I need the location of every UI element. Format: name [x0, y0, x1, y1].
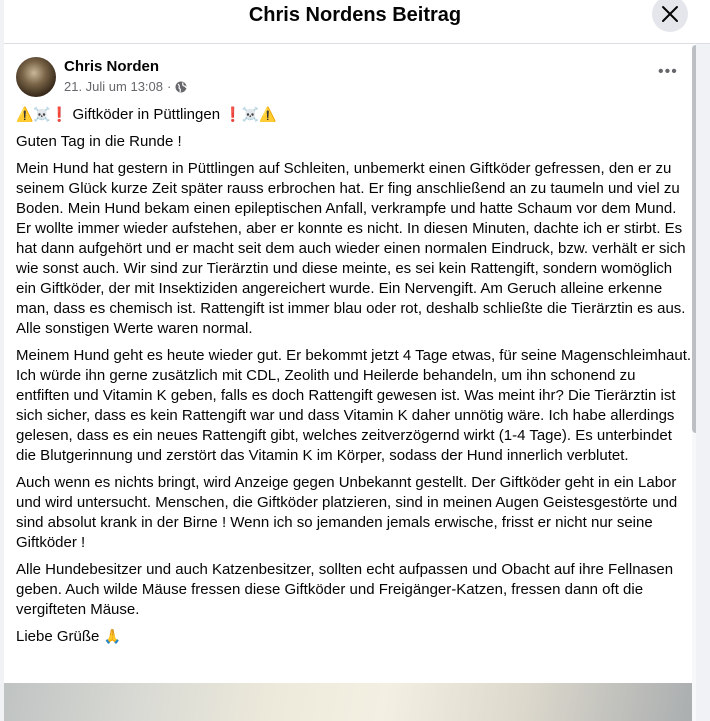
- modal-header: [4, 0, 710, 44]
- close-icon: [661, 5, 679, 23]
- warning-emoji-icon: ❗☠️⚠️: [224, 107, 277, 123]
- paragraph-closing: [16, 627, 692, 647]
- post-meta: [64, 79, 187, 94]
- closing-text: Liebe Grüße: [16, 628, 100, 645]
- background-page: [696, 44, 710, 721]
- paragraph-recovery: Meinem Hund geht es heute wieder gut. Er bekommt jetzt 4 Tage etwas, für seine Magenschleimhaut. Ich würde ihn gerne zusätzlich mit CDL, Zeolith und Heilerde behandeln, um ihn schonend zu entfiften und Vitamin K geben, falls es doch Rattengift gewesen ist. Was meint ihr? Die Tierärztin ist sich sicher, dass es kein Rattengift war und dass Vitamin K daher unnötig wäre. Ich habe allerdings gelesen, dass es ein neues Rattengift gibt, welches zeitverzögernd wirkt (1-4 Tage). Es unterbindet die Blutgerinnung und zerstört das Vitamin K im Körper, sodass der Hund innerlich verblutet.: [16, 347, 692, 464]
- close-button[interactable]: [652, 0, 688, 32]
- paragraph-report: Auch wenn es nichts bringt, wird Anzeige gegen Unbekannt gestellt. Der Giftköder geht in ein Labor und wird untersucht. Menschen, die Giftköder platzieren, sind in meinen Augen Geistesgestörte und sind absolut krank in der Birne ! Wenn ich so jemanden jemals erwische, frisst er nicht nur seine Giftköder !: [16, 474, 678, 551]
- post-body: [16, 105, 692, 654]
- more-options-button[interactable]: •••: [658, 63, 678, 80]
- paragraph-incident: Mein Hund hat gestern in Püttlingen auf Schleiten, unbemerkt einen Giftköder gefressen, den er zu seinem Glück kurze Zeit später rauss erbrochen hat. Er fing anschließend an zu taumeln und viel zu Boden. Mein Hund bekam einen epileptischen Anfall, verkrampfe und hatte Schaum vor dem Mund. Er wollte immer wieder aufstehen, aber er konnte es nicht. In diesen Minuten, dachte ich er stirbt. Es hat dann aufgehört und er macht seit dem auch wieder einen normalen Eindruck, bzw. verhält er sich wie sonst auch. Wir sind zur Tierärztin und diese meinte, es sei kein Rattengift, sondern womöglich ein Giftköder, der mit Insektiziden angereichert wurde. Ein Nervengift. Am Geruch alleine erkenne man, dass es chemisch ist. Rattengift ist immer blau oder rot, deshalb schließte die Tierärztin es aus. Alle sonstigen Werte waren normal.: [16, 160, 686, 337]
- paragraph-greeting: Guten Tag in die Runde !: [16, 133, 182, 150]
- post-image[interactable]: [4, 683, 696, 721]
- meta-separator: ·: [167, 79, 172, 94]
- praying-hands-icon: 🙏: [103, 629, 121, 645]
- modal-title: Chris Nordens Beitrag: [248, 4, 462, 26]
- post-content: [4, 45, 696, 721]
- globe-icon: [175, 81, 187, 93]
- headline-text: Giftköder in Püttlingen: [72, 106, 221, 123]
- author-name[interactable]: Chris Norden: [64, 58, 160, 75]
- warning-emoji-icon: ⚠️☠️❗: [16, 107, 69, 123]
- paragraph-warning: Alle Hundebesitzer und auch Katzenbesitzer, sollten echt aufpassen und Obacht auf ihre Fellnasen geben. Auch wilde Mäuse fressen diese Giftköder und Freigänger-Katzen, fressen dann oft die vergifteten Mäuse.: [16, 561, 674, 618]
- avatar[interactable]: [16, 57, 56, 97]
- post-headline: [16, 105, 692, 125]
- post-modal: [4, 0, 710, 721]
- post-timestamp[interactable]: 21. Juli um 13:08: [64, 79, 164, 94]
